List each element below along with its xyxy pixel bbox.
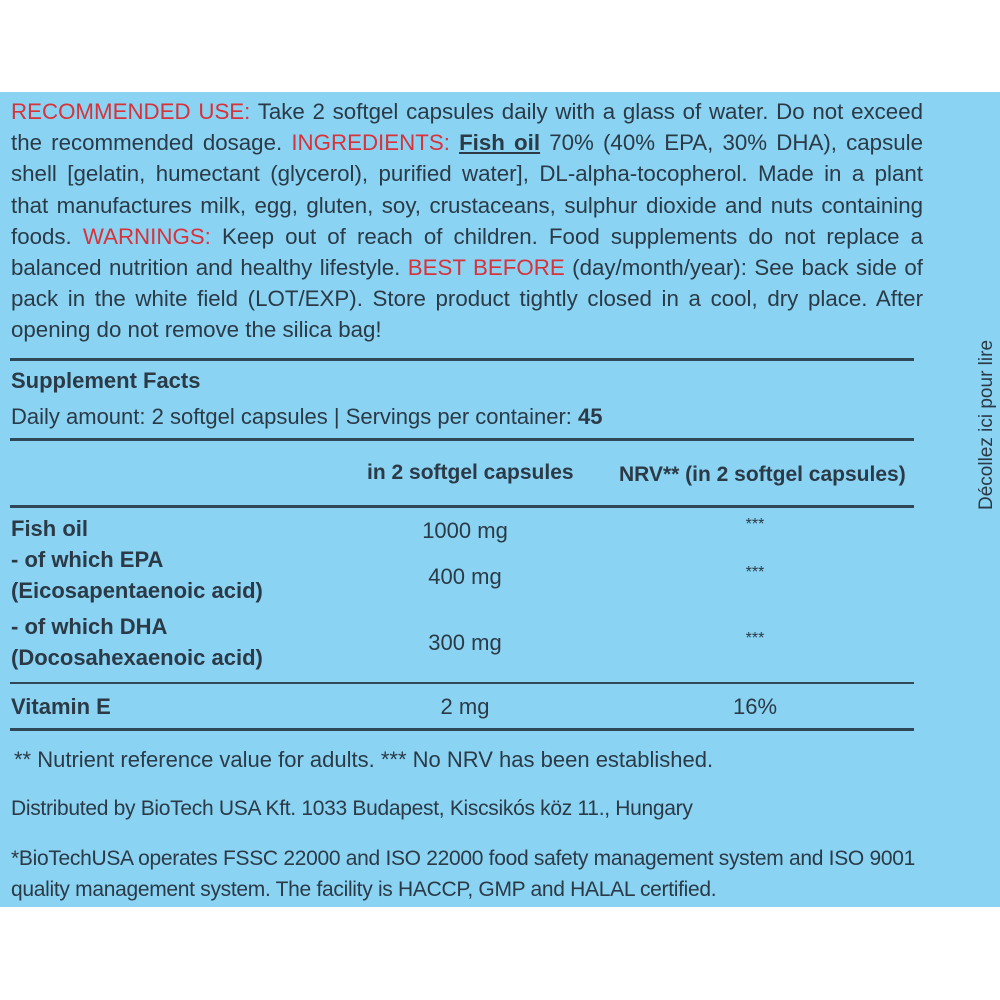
nrv-footnote: ** Nutrient reference value for adults. *** No NRV has been established. [14,747,714,772]
nutrient-name-detail: (Eicosapentaenoic acid) [11,578,263,603]
divider [10,682,914,684]
nutrient-nrv: 16% [732,694,778,719]
nutrient-amount: 1000 mg [422,518,508,543]
distributor-info: Distributed by BioTech USA Kft. 1033 Budapest, Kiscsikós köz 11., Hungary [11,797,693,820]
ingredients-label: INGREDIENTS: [291,130,450,156]
column-header-nrv: NRV** (in 2 softgel capsules) [619,463,906,486]
nutrient-name-detail: (Docosahexaenoic acid) [11,645,263,670]
nutrient-name: Vitamin E [11,694,111,719]
warnings-label: WARNINGS: [82,223,211,249]
divider [10,358,914,361]
ingredients-text: 70% (40% EPA, 30% DHA), capsule shell [gelatin, humectant (glycerol), purified water], DL-alpha-tocopherol. Made in a plant that manufactures milk, egg, gluten, soy, crustaceans, sulphur dioxide and nuts containing foods. [11,130,923,249]
servings-line [11,404,603,430]
separator: | [327,404,346,429]
certification-note: *BioTechUSA operates FSSC 22000 and ISO 22000 food safety management system and ISO 9001 quality management system. The facility is HACCP, GMP and HALAL certified. [11,847,915,901]
recommended-use-text: Take 2 softgel capsules daily with a glass of water. Do not exceed the recommended dosage. [11,99,923,156]
nutrient-nrv: *** [745,630,765,647]
servings-value: 45 [578,404,603,429]
nutrient-nrv: *** [745,564,765,581]
nutrient-amount: 400 mg [428,564,502,589]
usage-paragraph [11,96,923,346]
divider [10,728,914,731]
servings-label: Servings per container: [345,404,579,429]
divider [10,438,914,441]
nutrient-name: Fish oil [11,516,88,541]
column-header-amount: in 2 softgel capsules [367,461,574,484]
nutrient-amount: 2 mg [440,694,490,719]
side-peel-text: Décollez ici pour lire [976,339,997,510]
nutrient-name: - of which EPA [11,547,164,572]
best-before-text: (day/month/year): See back side of pack in the white field (LOT/EXP). Store product tightly closed in a cool, dry place. After opening do not remove the silica bag! [11,255,923,343]
nutrient-name: - of which DHA [11,614,168,639]
nutrient-amount: 300 mg [428,630,502,655]
daily-amount: Daily amount: 2 softgel capsules [11,404,328,429]
nutrient-nrv: *** [745,516,765,533]
divider [10,505,914,508]
ingredient-fish-oil: Fish oil [459,130,541,156]
supplement-facts-title: Supplement Facts [11,368,201,393]
warnings-text: Keep out of reach of children. Food supplements do not replace a balanced nutrition and healthy lifestyle. [11,223,924,281]
recommended-use-label: RECOMMENDED USE: [11,99,251,124]
best-before-label: BEST BEFORE [407,255,565,281]
